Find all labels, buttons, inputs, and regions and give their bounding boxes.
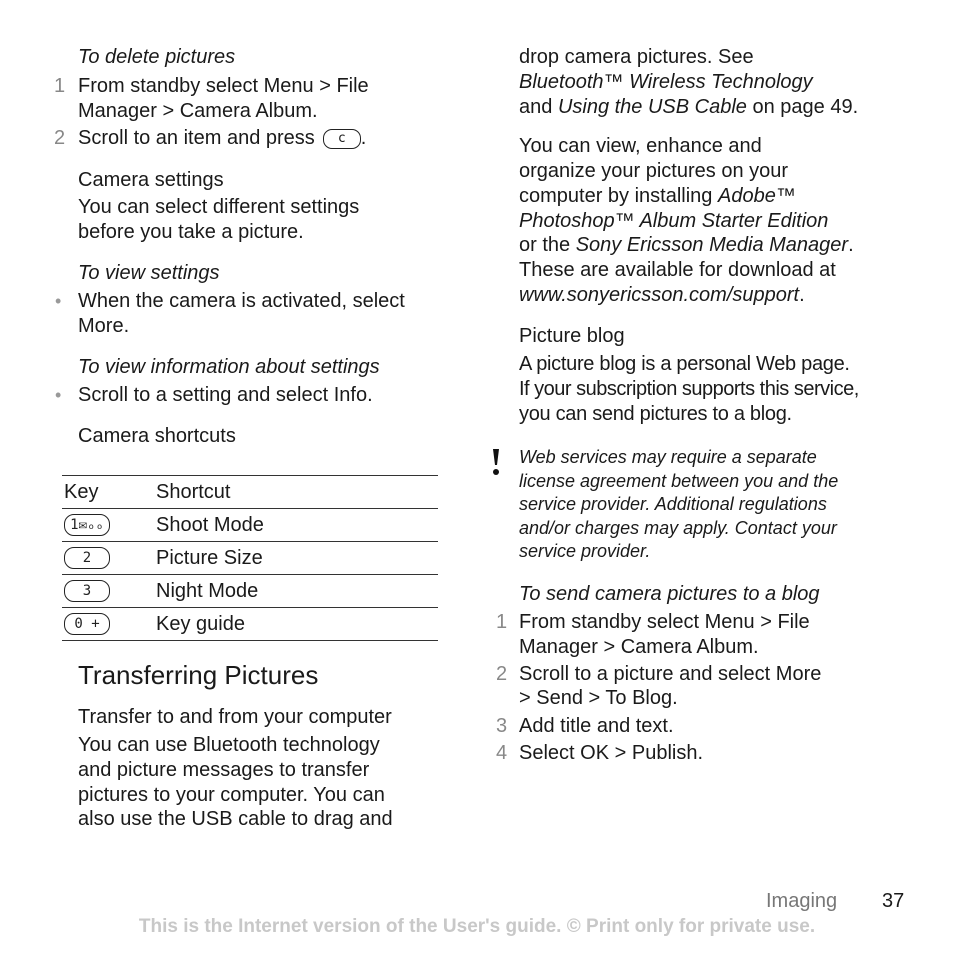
note-text: service provider. Additional regulations [519,494,827,514]
key-1-icon: 1✉ₒₒ [64,514,110,536]
table-header-shortcut: Shortcut [156,476,438,509]
c-key-icon: c [323,129,361,149]
transfer-text: also use the USB cable to drag and [78,808,393,830]
page-number: 37 [882,890,905,912]
picture-blog-heading: Picture blog [519,325,625,347]
blog-step-2: Scroll to a picture and select More [519,663,822,685]
camera-settings-text: You can select different settings [78,196,360,218]
camera-settings-heading: Camera settings [78,169,224,191]
shortcuts-table [62,475,438,641]
table-header-row [62,476,438,509]
transfer-text: You can use Bluetooth technology [78,734,380,756]
body-text: You can view, enhance and [519,135,762,157]
note-text: and/or charges may apply. Contact your [519,517,837,538]
note-text: Web services may require a separate [519,447,817,467]
view-settings-heading: To view settings [78,262,220,284]
footer-notice: This is the Internet version of the User's guide. © Print only for private use. [138,916,816,937]
table-header-key: Key [62,476,156,509]
bullet-icon: • [55,291,62,311]
section-title: Transferring Pictures [78,660,319,690]
body-text: www.sonyericsson.com/support. [519,284,805,306]
shortcut-label: Shoot Mode [156,509,438,542]
body-text: drop camera pictures. See [519,46,754,68]
body-text: you can send pictures to a blog. [519,403,792,425]
key-3-icon: 3 [64,580,110,602]
table-row [62,575,438,608]
view-settings-text-cont: More. [78,315,130,337]
blog-step-4: Select OK > Publish. [519,742,704,764]
view-settings-text: When the camera is activated, select [78,290,405,312]
warning-icon [491,448,501,476]
camera-settings-text: before you take a picture. [78,221,304,243]
body-text: A picture blog is a personal Web page. [519,353,850,375]
transfer-text: pictures to your computer. You can [78,784,385,806]
key-0-icon: 0 + [64,613,110,635]
blog-step-1: From standby select Menu > File [519,611,810,633]
body-text: computer by installing Adobe™ [519,185,796,207]
shortcut-label: Night Mode [156,575,438,608]
table-row [62,542,438,575]
view-info-text: Scroll to a setting and select Info. [78,384,373,406]
delete-pictures-heading: To delete pictures [78,46,236,68]
table-row [62,509,438,542]
step-number: 2 [496,663,508,685]
table-row [62,608,438,641]
step-number: 4 [496,742,508,764]
delete-step-2: Scroll to an item and press c . [78,127,367,149]
step-number: 2 [54,127,66,149]
transfer-subheading: Transfer to and from your computer [78,706,392,728]
key-2-icon: 2 [64,547,110,569]
body-text: These are available for download at [519,259,836,281]
body-text: If your subscription supports this service, [519,378,859,400]
body-text: or the Sony Ericsson Media Manager. [519,234,854,256]
transfer-text: and picture messages to transfer [78,759,370,781]
section-name: Imaging [766,890,838,912]
body-text: organize your pictures on your [519,160,789,182]
step-number: 1 [54,75,66,97]
camera-shortcuts-heading: Camera shortcuts [78,425,236,447]
note-text: service provider. [519,541,651,561]
bullet-icon: • [55,385,62,405]
shortcut-label: Picture Size [156,542,438,575]
body-text: Photoshop™ Album Starter Edition [519,210,829,232]
delete-step-1-cont: Manager > Camera Album. [78,100,318,122]
blog-step-3: Add title and text. [519,715,674,737]
support-url: www.sonyericsson.com/support [519,284,800,306]
delete-step-1: From standby select Menu > File [78,75,369,97]
blog-step-1-cont: Manager > Camera Album. [519,636,759,658]
body-text: Bluetooth™ Wireless Technology [519,71,813,93]
shortcut-label: Key guide [156,608,438,641]
send-blog-heading: To send camera pictures to a blog [519,583,820,605]
note-text: license agreement between you and the [519,470,839,491]
step-number: 1 [496,611,508,633]
view-info-heading: To view information about settings [78,356,380,378]
blog-step-2-cont: > Send > To Blog. [519,687,678,709]
step-number: 3 [496,715,508,737]
body-text: and Using the USB Cable on page 49. [519,96,859,118]
